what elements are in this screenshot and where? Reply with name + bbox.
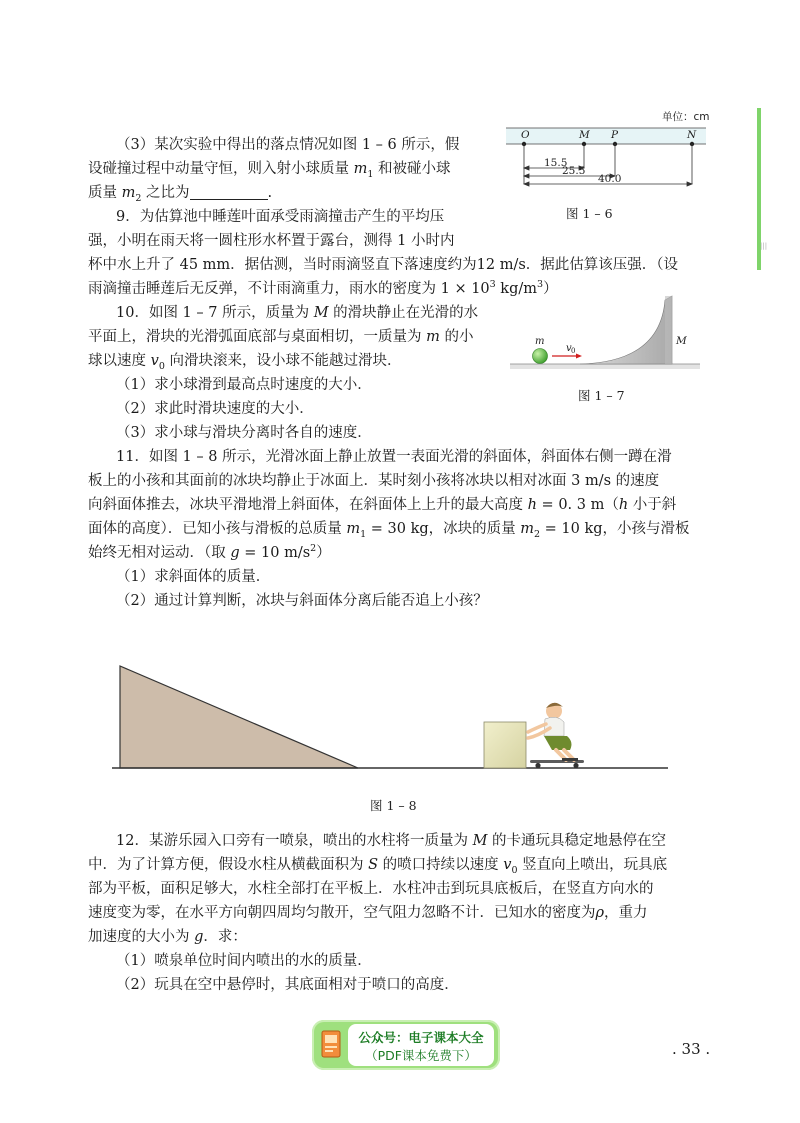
answer-blank[interactable] <box>190 185 268 200</box>
watermark-badge[interactable] <box>312 1020 500 1070</box>
side-mark: ||| <box>760 242 768 250</box>
fig17-slider-block <box>580 296 672 364</box>
book-icon <box>320 1029 344 1061</box>
fig16-caption: 图 1 – 6 <box>566 206 613 221</box>
fig16-label-n: N <box>687 129 697 141</box>
fig17-ball <box>533 349 548 364</box>
fig18-ice-block <box>484 722 526 768</box>
fig16-band <box>506 128 706 144</box>
figure-1-8 <box>112 662 668 774</box>
fig18-child <box>528 703 584 768</box>
fig18-caption: 图 1 – 8 <box>370 798 417 813</box>
fig17-label-M: M <box>676 335 687 347</box>
page-number: . 33 . <box>672 1040 711 1058</box>
fig16-label-m: M <box>579 129 590 141</box>
fig18-incline <box>120 666 358 768</box>
fig16-dimension-labels <box>544 157 621 185</box>
q8-3-line-3: 质量 $m_2$ 之比为 . <box>88 185 273 204</box>
q10-line-2: 平面上，滑块的光滑弧面底部与桌面相切，一质量为 m 的小 <box>88 329 474 345</box>
watermark-line-2: （PDF课本免费下） <box>365 1048 477 1063</box>
q9-line-3: 杯中水上升了 45 mm．据估测，当时雨滴竖直下落速度约为12 m/s．据此估算该压强．（设 <box>88 257 679 273</box>
fig17-label-v: v <box>566 343 572 354</box>
q10-part-1: （1）求小球滑到最高点时速度的大小． <box>116 377 372 393</box>
fig17-floor <box>510 364 700 369</box>
watermark-text-box <box>348 1024 494 1066</box>
fig17-caption: 图 1 – 7 <box>578 388 625 403</box>
q8-3-line-2: 设碰撞过程中动量守恒，则入射小球质量 $m_1$ 和被碰小球 <box>88 161 451 180</box>
fig16-label-o: O <box>521 129 530 141</box>
fig17-label-m: m <box>535 336 545 347</box>
fig17-label-v0: 0 <box>571 347 576 355</box>
q10-part-3: （3）求小球与滑块分离时各自的速度． <box>116 425 372 441</box>
q11-part-2: （2）通过计算判断，冰块与斜面体分离后能否追上小孩？ <box>116 593 488 609</box>
q11-line-1: 11．如图 1 – 8 所示，光滑冰面上静止放置一表面光滑的斜面体，斜面体右侧一蹲在滑 <box>116 449 672 465</box>
q12-line-3: 部为平板，面积足够大，水柱全部打在平板上．水柱冲击到玩具底板后，在竖直方向水的 <box>88 881 654 897</box>
q12-line-4: 速度变为零，在水平方向朝四周均匀散开，空气阻力忽略不计．已知水的密度为ρ，重力 <box>88 905 648 921</box>
q11-part-1: （1）求斜面体的质量． <box>116 569 271 585</box>
fig16-dim-2: 25.5 <box>562 165 586 177</box>
q11-line-4: 面体的高度）．已知小孩与滑板的总质量 $m_1 = 30$ kg，冰块的质量 $m_2 = 10$ kg，小孩与滑板 <box>88 521 690 540</box>
q9-line-2: 强，小明在雨天将一圆柱形水杯置于露台，测得 1 小时内 <box>88 233 455 249</box>
q9-line-4: 雨滴撞击睡莲后无反弹，不计雨滴重力，雨水的密度为 $1 \times 10^3$ $kg/m^3$） <box>88 279 558 297</box>
q10-part-2: （2）求此时滑块速度的大小． <box>116 401 314 417</box>
fig16-unit: 单位：cm <box>662 111 710 123</box>
q10-line-3: 球以速度 $v_0$ 向滑块滚来，设小球不能越过滑块． <box>88 353 402 372</box>
q11-line-3: 向斜面体推去，冰块平滑地滑上斜面体，在斜面体上上升的最大高度 h = 0. 3 m（h 小于斜 <box>88 497 677 513</box>
q12-part-2: （2）玩具在空中悬停时，其底面相对于喷口的高度． <box>116 977 459 993</box>
fig16-dim-3: 40.0 <box>598 173 622 185</box>
q12-line-2: 中．为了计算方便，假设水柱从横截面积为 S 的喷口持续以速度 $v_0$ 竖直向上喷出，玩具底 <box>88 857 668 876</box>
watermark-line-1: 公众号：电子课本大全 <box>358 1030 484 1045</box>
q9-line-1: 9．为估算池中睡莲叶面承受雨滴撞击产生的平均压 <box>116 209 445 225</box>
fig16-label-p: P <box>611 129 619 141</box>
figure-1-7 <box>510 292 710 374</box>
q11-line-5: 始终无相对运动．（取 g = 10 $m/s^2$） <box>88 543 331 561</box>
q12-line-1: 12．某游乐园入口旁有一喷泉，喷出的水柱将一质量为 M 的卡通玩具稳定地悬停在空 <box>116 833 667 849</box>
q12-part-1: （1）喷泉单位时间内喷出的水的质量． <box>116 953 372 969</box>
q10-line-1: 10．如图 1 – 7 所示，质量为 M 的滑块静止在光滑的水 <box>116 305 479 321</box>
q8-3-line-1: （3）某次实验中得出的落点情况如图 1 – 6 所示，假 <box>116 137 460 153</box>
q12-line-5: 加速度的大小为 g．求： <box>88 929 247 945</box>
q11-line-2: 板上的小孩和其面前的冰块均静止于冰面上．某时刻小孩将冰块以相对冰面 3 m/s 的速度 <box>88 473 660 489</box>
fig16-dim-1: 15.5 <box>544 157 568 169</box>
